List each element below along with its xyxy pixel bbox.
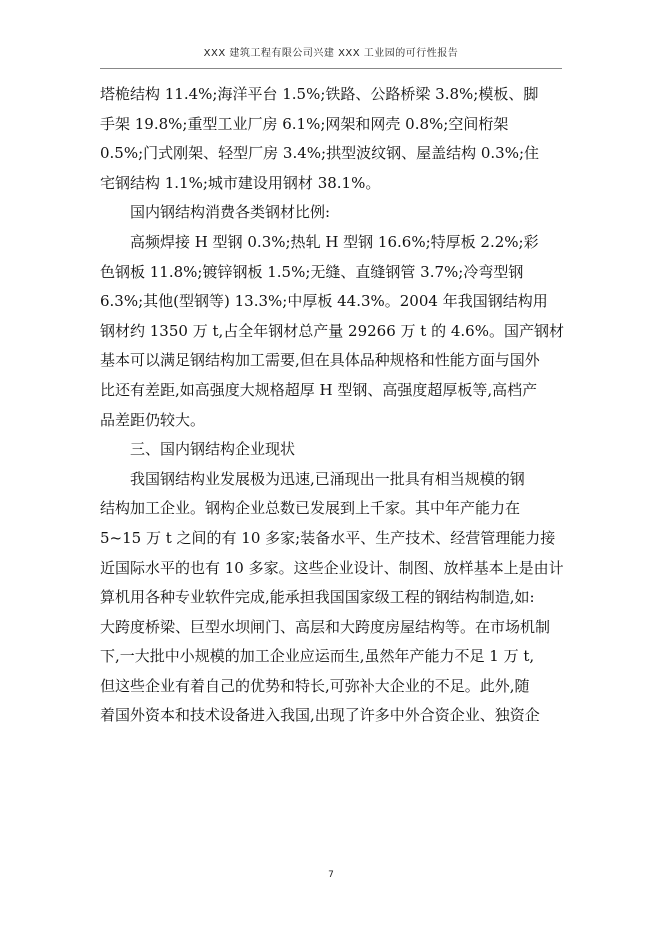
text-line: 塔桅结构 11.4%;海洋平台 1.5%;铁路、公路桥梁 3.8%;模板、脚 [100, 85, 539, 103]
paragraph-heading: 国内钢结构消费各类钢材比例: [130, 203, 331, 222]
text-line: 结构加工企业。钢构企业总数已发展到上千家。其中年产能力在 [100, 499, 521, 518]
section-heading: 三、国内钢结构企业现状 [130, 440, 296, 459]
text-line: 但这些企业有着自己的优势和特长,可弥补大企业的不足。此外,随 [100, 676, 530, 695]
page-header: XXX 建筑工程有限公司兴建 XXX 工业园的可行性报告 [203, 48, 459, 59]
text-line: 着国外资本和技术设备进入我国,出现了许多中外合资企业、独资企 [100, 706, 540, 725]
text-line: 品差距仍较大。 [100, 410, 206, 429]
text-line: 高频焊接 H 型钢 0.3%;热轧 H 型钢 16.6%;特厚板 2.2%;彩 [130, 232, 539, 251]
text-line: 宅钢结构 1.1%;城市建设用钢材 38.1%。 [100, 173, 381, 192]
text-line: 0.5%;门式刚架、轻型厂房 3.4%;拱型波纹钢、屋盖结构 0.3%;住 [100, 144, 540, 163]
page-number: 7 [328, 870, 334, 880]
text-line: 算机用各种专业软件完成,能承担我国国家级工程的钢结构制造,如: [100, 588, 535, 607]
text-line: 大跨度桥梁、巨型水坝闸门、高层和大跨度房屋结构等。在市场机制 [100, 617, 551, 636]
text-line: 比还有差距,如高强度大规格超厚 H 型钢、高强度超厚板等,高档产 [100, 380, 538, 399]
text-line: 手架 19.8%;重型工业厂房 6.1%;网架和网壳 0.8%;空间桁架 [100, 114, 509, 133]
text-line: 基本可以满足钢结构加工需要,但在具体品种规格和性能方面与国外 [100, 351, 540, 370]
text-line: 6.3%;其他(型钢等) 13.3%;中厚板 44.3%。2004 年我国钢结构用 [100, 292, 548, 311]
text-line: 下,一大批中小规模的加工企业应运而生,虽然年产能力不足 1 万 t, [100, 647, 535, 666]
text-line: 我国钢结构业发展极为迅速,已涌现出一批具有相当规模的钢 [130, 469, 525, 488]
document-body [100, 80, 562, 731]
text-line: 钢材约 1350 万 t,占全年钢材总产量 29266 万 t 的 4.6%。国产钢材 [100, 321, 564, 340]
header-divider [100, 68, 562, 69]
text-line: 色钢板 11.8%;镀锌钢板 1.5%;无缝、直缝钢管 3.7%;冷弯型钢 [100, 262, 524, 281]
text-line: 5~15 万 t 之间的有 10 多家;装备水平、生产技术、经营管理能力接 [100, 528, 556, 547]
text-line: 近国际水平的也有 10 多家。这些企业设计、制图、放样基本上是由计 [100, 558, 564, 577]
